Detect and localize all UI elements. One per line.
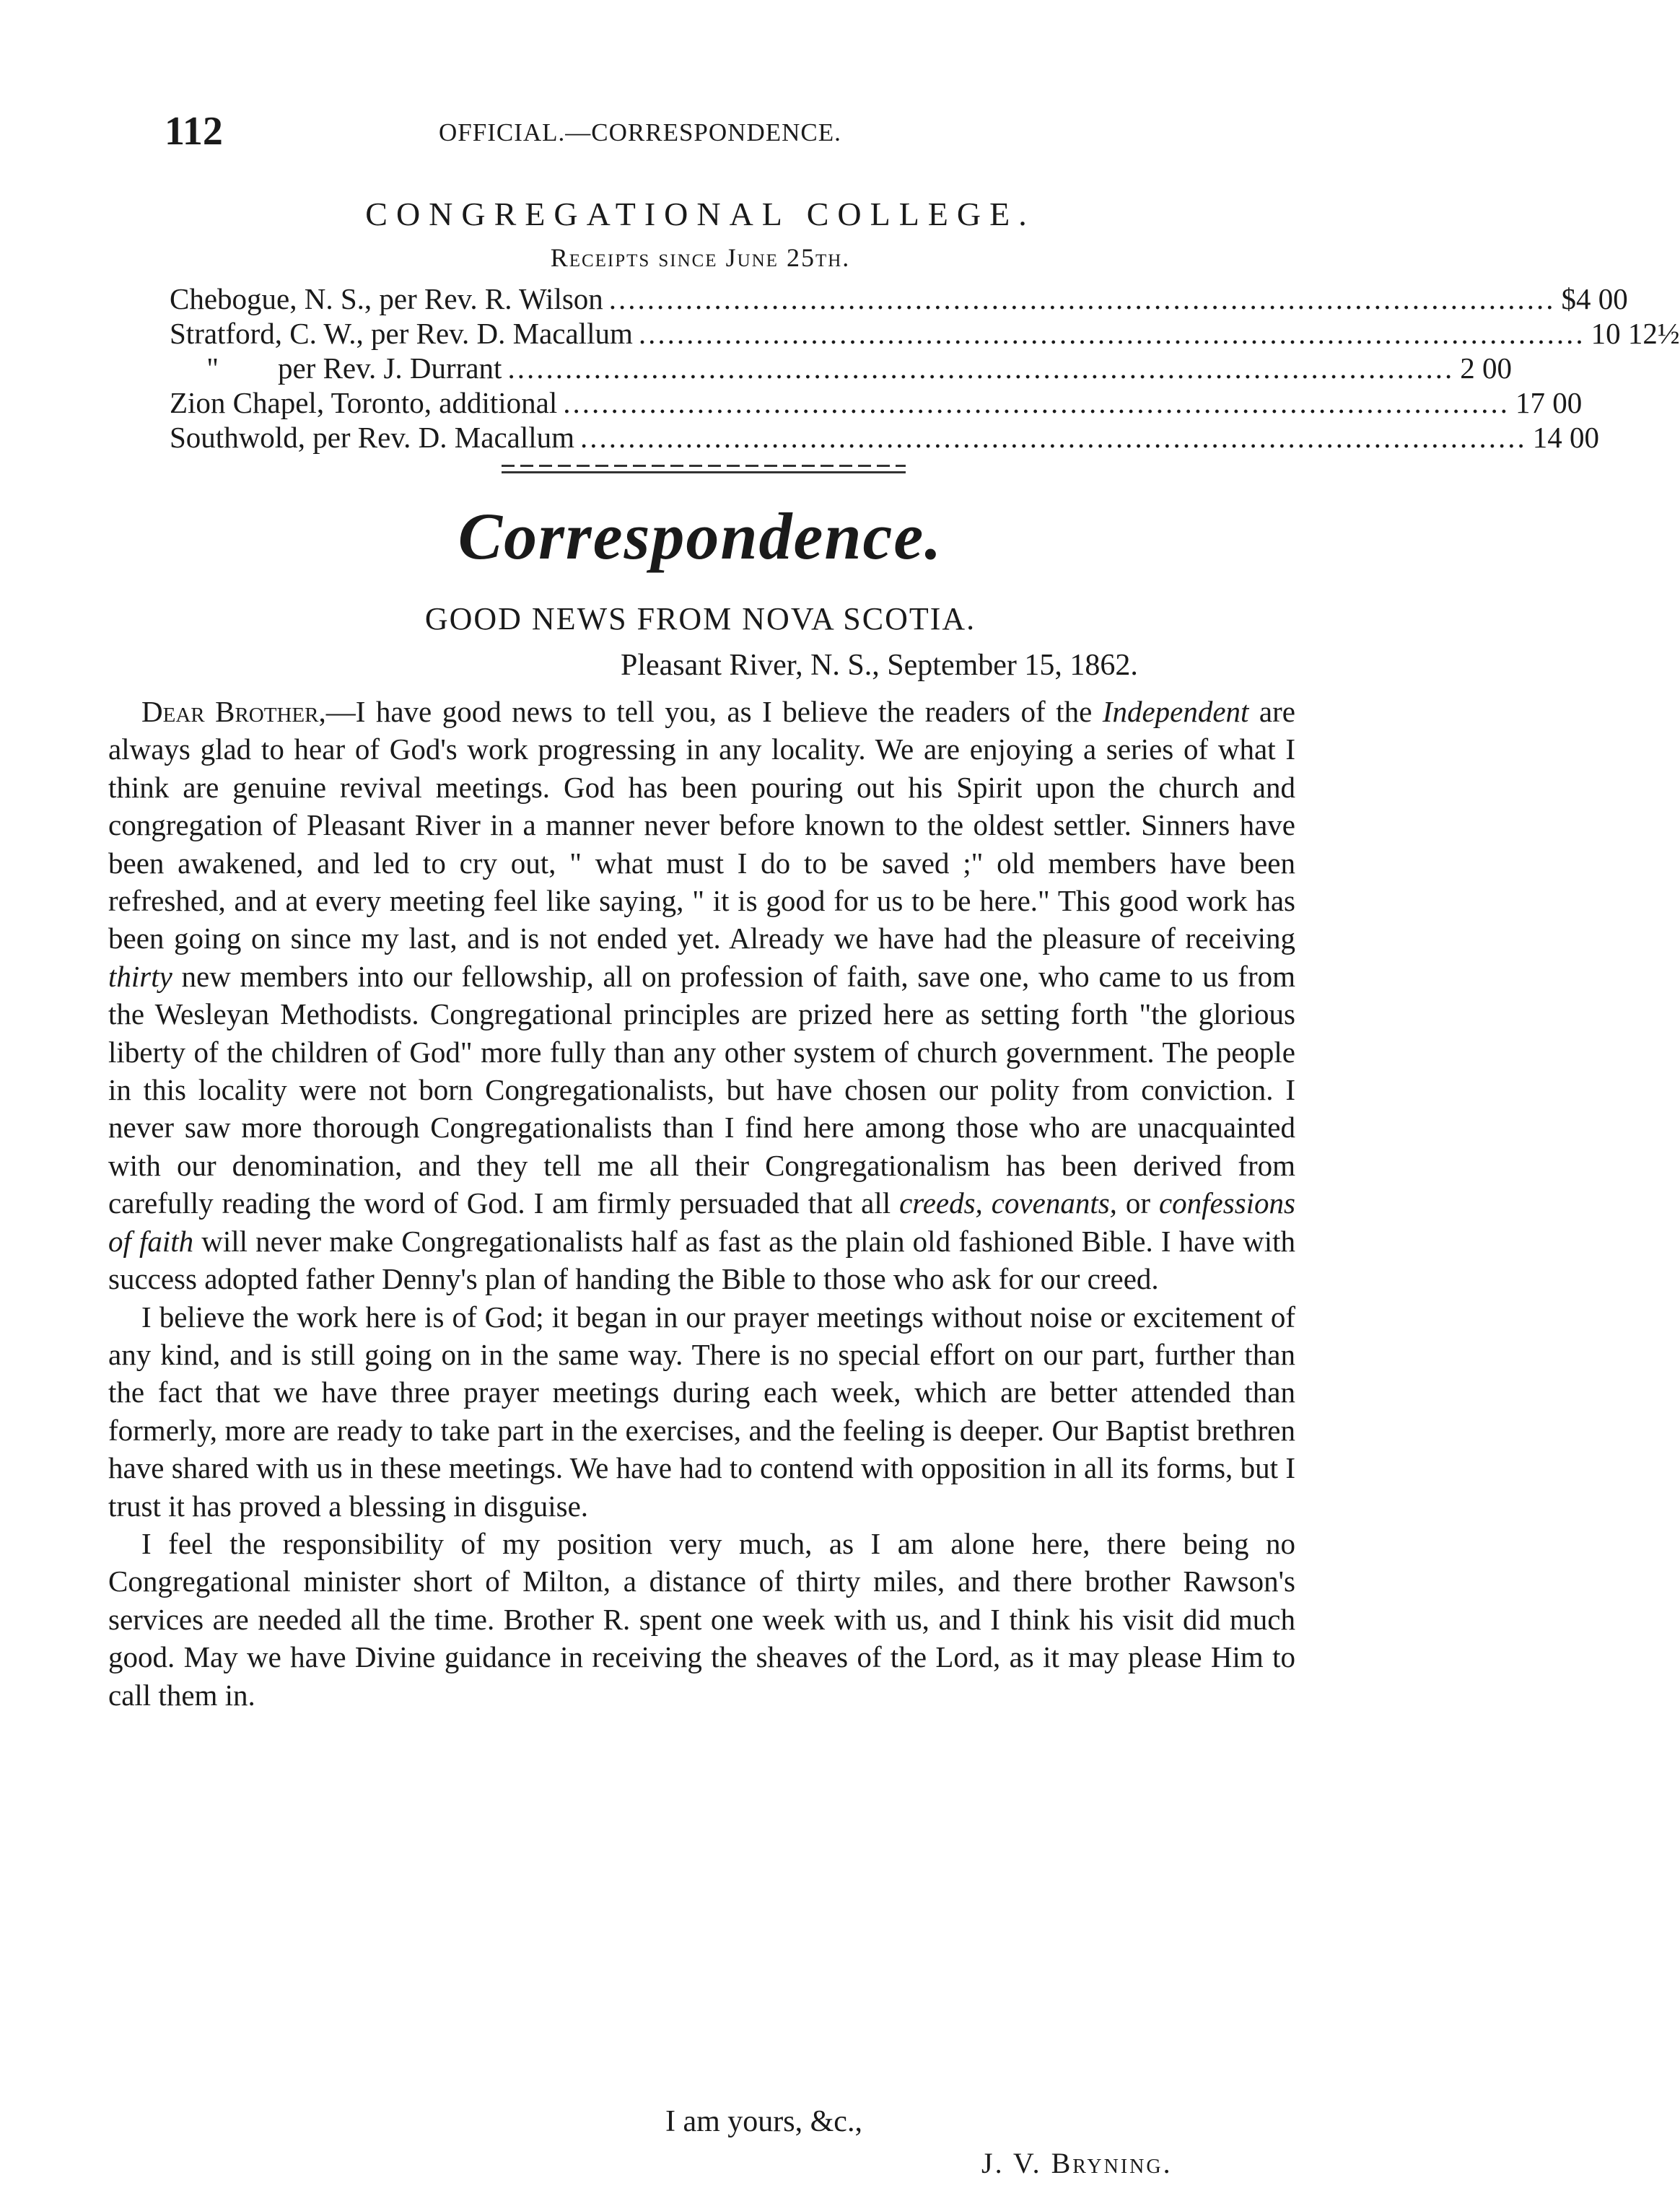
page-number: 112 bbox=[165, 109, 223, 154]
text-run: or bbox=[1116, 1186, 1159, 1220]
italic-run: thirty bbox=[108, 959, 172, 993]
section-divider bbox=[502, 465, 906, 478]
receipt-name: Stratford, C. W., per Rev. D. Macallum bbox=[170, 317, 633, 350]
divider-rule bbox=[502, 465, 906, 467]
receipt-amount: 2 00 bbox=[1460, 351, 1512, 385]
text-run: new members into our fellowship, all on profession of faith, save one, who came to us from the Wesleyan Methodists. Congregational principles are prized here as setting forth "the glorious liberty of the children of God" more fully than any other system of church government. The people in this locality were not born Congregationalists, but have chosen our polity from conviction. I never saw more thorough Congregationalists than I find here among those who are unacquainted with our denomination, and they tell me all their Congregationalism has been derived from carefully reading the word of God. I am firmly persuaded that all bbox=[108, 959, 1295, 1220]
letter-closing: I am yours, &c., bbox=[665, 2105, 862, 2138]
receipt-row bbox=[170, 385, 1583, 420]
receipt-amount: 17 00 bbox=[1515, 386, 1583, 419]
italic-run: confessions of faith bbox=[108, 1186, 1295, 1258]
article-body bbox=[108, 693, 1295, 1714]
receipt-name: Southwold, per Rev. D. Macallum bbox=[170, 421, 575, 454]
leader-dots: ................................................................................................... bbox=[507, 351, 1455, 385]
italic-run: creeds, covenants, bbox=[899, 1186, 1117, 1220]
receipt-row bbox=[170, 281, 1628, 316]
college-title: CONGREGATIONAL COLLEGE. bbox=[365, 196, 1036, 232]
receipts-heading: Receipts since June 25th. bbox=[550, 243, 851, 272]
receipt-row bbox=[170, 420, 1600, 455]
receipt-row bbox=[170, 351, 1512, 385]
letter-signature: J. V. Bryning. bbox=[981, 2147, 1173, 2179]
receipt-amount: 14 00 bbox=[1532, 421, 1600, 454]
leader-dots: ................................................................................................... bbox=[563, 386, 1510, 419]
article-dateline: Pleasant River, N. S., September 15, 1862. bbox=[621, 649, 1138, 682]
paragraph: I believe the work here is of God; it began in our prayer meetings without noise or excitement of any kind, and is still going on in the same way. There is no special effort on our part, further than the fact that we have three prayer meetings during each week, which are better attended than formerly, more are ready to take part in the exercises, and the feeling is deeper. Our Baptist brethren have shared with us in these meetings. We have had to contend with opposition in all its forms, but I trust it has proved a blessing in disguise. bbox=[108, 1300, 1295, 1523]
paragraph bbox=[108, 693, 1295, 1298]
paragraph: I feel the responsibility of my position very much, as I am alone here, there being no Congregational minister short of Milton, a distance of thirty miles, and there brother Rawson's services are needed all the time. Brother R. spent one week with us, and I think his visit did much good. May we have Divine guidance in receiving the sheaves of the Lord, as it may please Him to call them in. bbox=[108, 1526, 1295, 1712]
receipt-name: Chebogue, N. S., per Rev. R. Wilson bbox=[170, 282, 603, 315]
text-run: —I have good news to tell you, as I believe the readers of the bbox=[325, 695, 1103, 728]
receipts-list bbox=[170, 281, 1680, 455]
article-title: GOOD NEWS FROM NOVA SCOTIA. bbox=[424, 601, 976, 636]
running-head bbox=[165, 108, 1240, 159]
receipt-amount: 10 12½ bbox=[1591, 317, 1680, 350]
receipt-name: " per Rev. J. Durrant bbox=[170, 351, 502, 385]
text-run: will never make Congregationalists half as fast as the plain old fashioned Bible. I have with success adopted father Denny's plan of handing the Bible to those who ask for our creed. bbox=[108, 1224, 1295, 1296]
text-run: are always glad to hear of God's work progressing in any locality. We are enjoying a series of what I think are genuine revival meetings. God has been pouring out his Spirit upon the church and congregation of Pleasant River in a manner never before known to the oldest settler. Sinners have been awakened, and led to cry out, " what must I do to be saved ;" old members have been refreshed, and at every meeting feel like saying, " it is good for us to be here." This good work has been going on since my last, and is not ended yet. Already we have had the pleasure of receiving bbox=[108, 695, 1295, 955]
section-heading: Correspondence. bbox=[458, 499, 943, 573]
receipt-name: Zion Chapel, Toronto, additional bbox=[170, 386, 558, 419]
leader-dots: ................................................................................................... bbox=[608, 282, 1556, 315]
receipt-row bbox=[170, 316, 1680, 351]
divider-rule bbox=[502, 471, 906, 473]
receipt-amount: $4 00 bbox=[1561, 282, 1628, 315]
leader-dots: ................................................................................................... bbox=[580, 421, 1527, 454]
running-title: OFFICIAL.—CORRESPONDENCE. bbox=[439, 118, 841, 146]
salutation: Dear Brother, bbox=[141, 695, 326, 728]
leader-dots: ................................................................................................... bbox=[638, 317, 1585, 350]
italic-run: Independent bbox=[1102, 695, 1249, 728]
